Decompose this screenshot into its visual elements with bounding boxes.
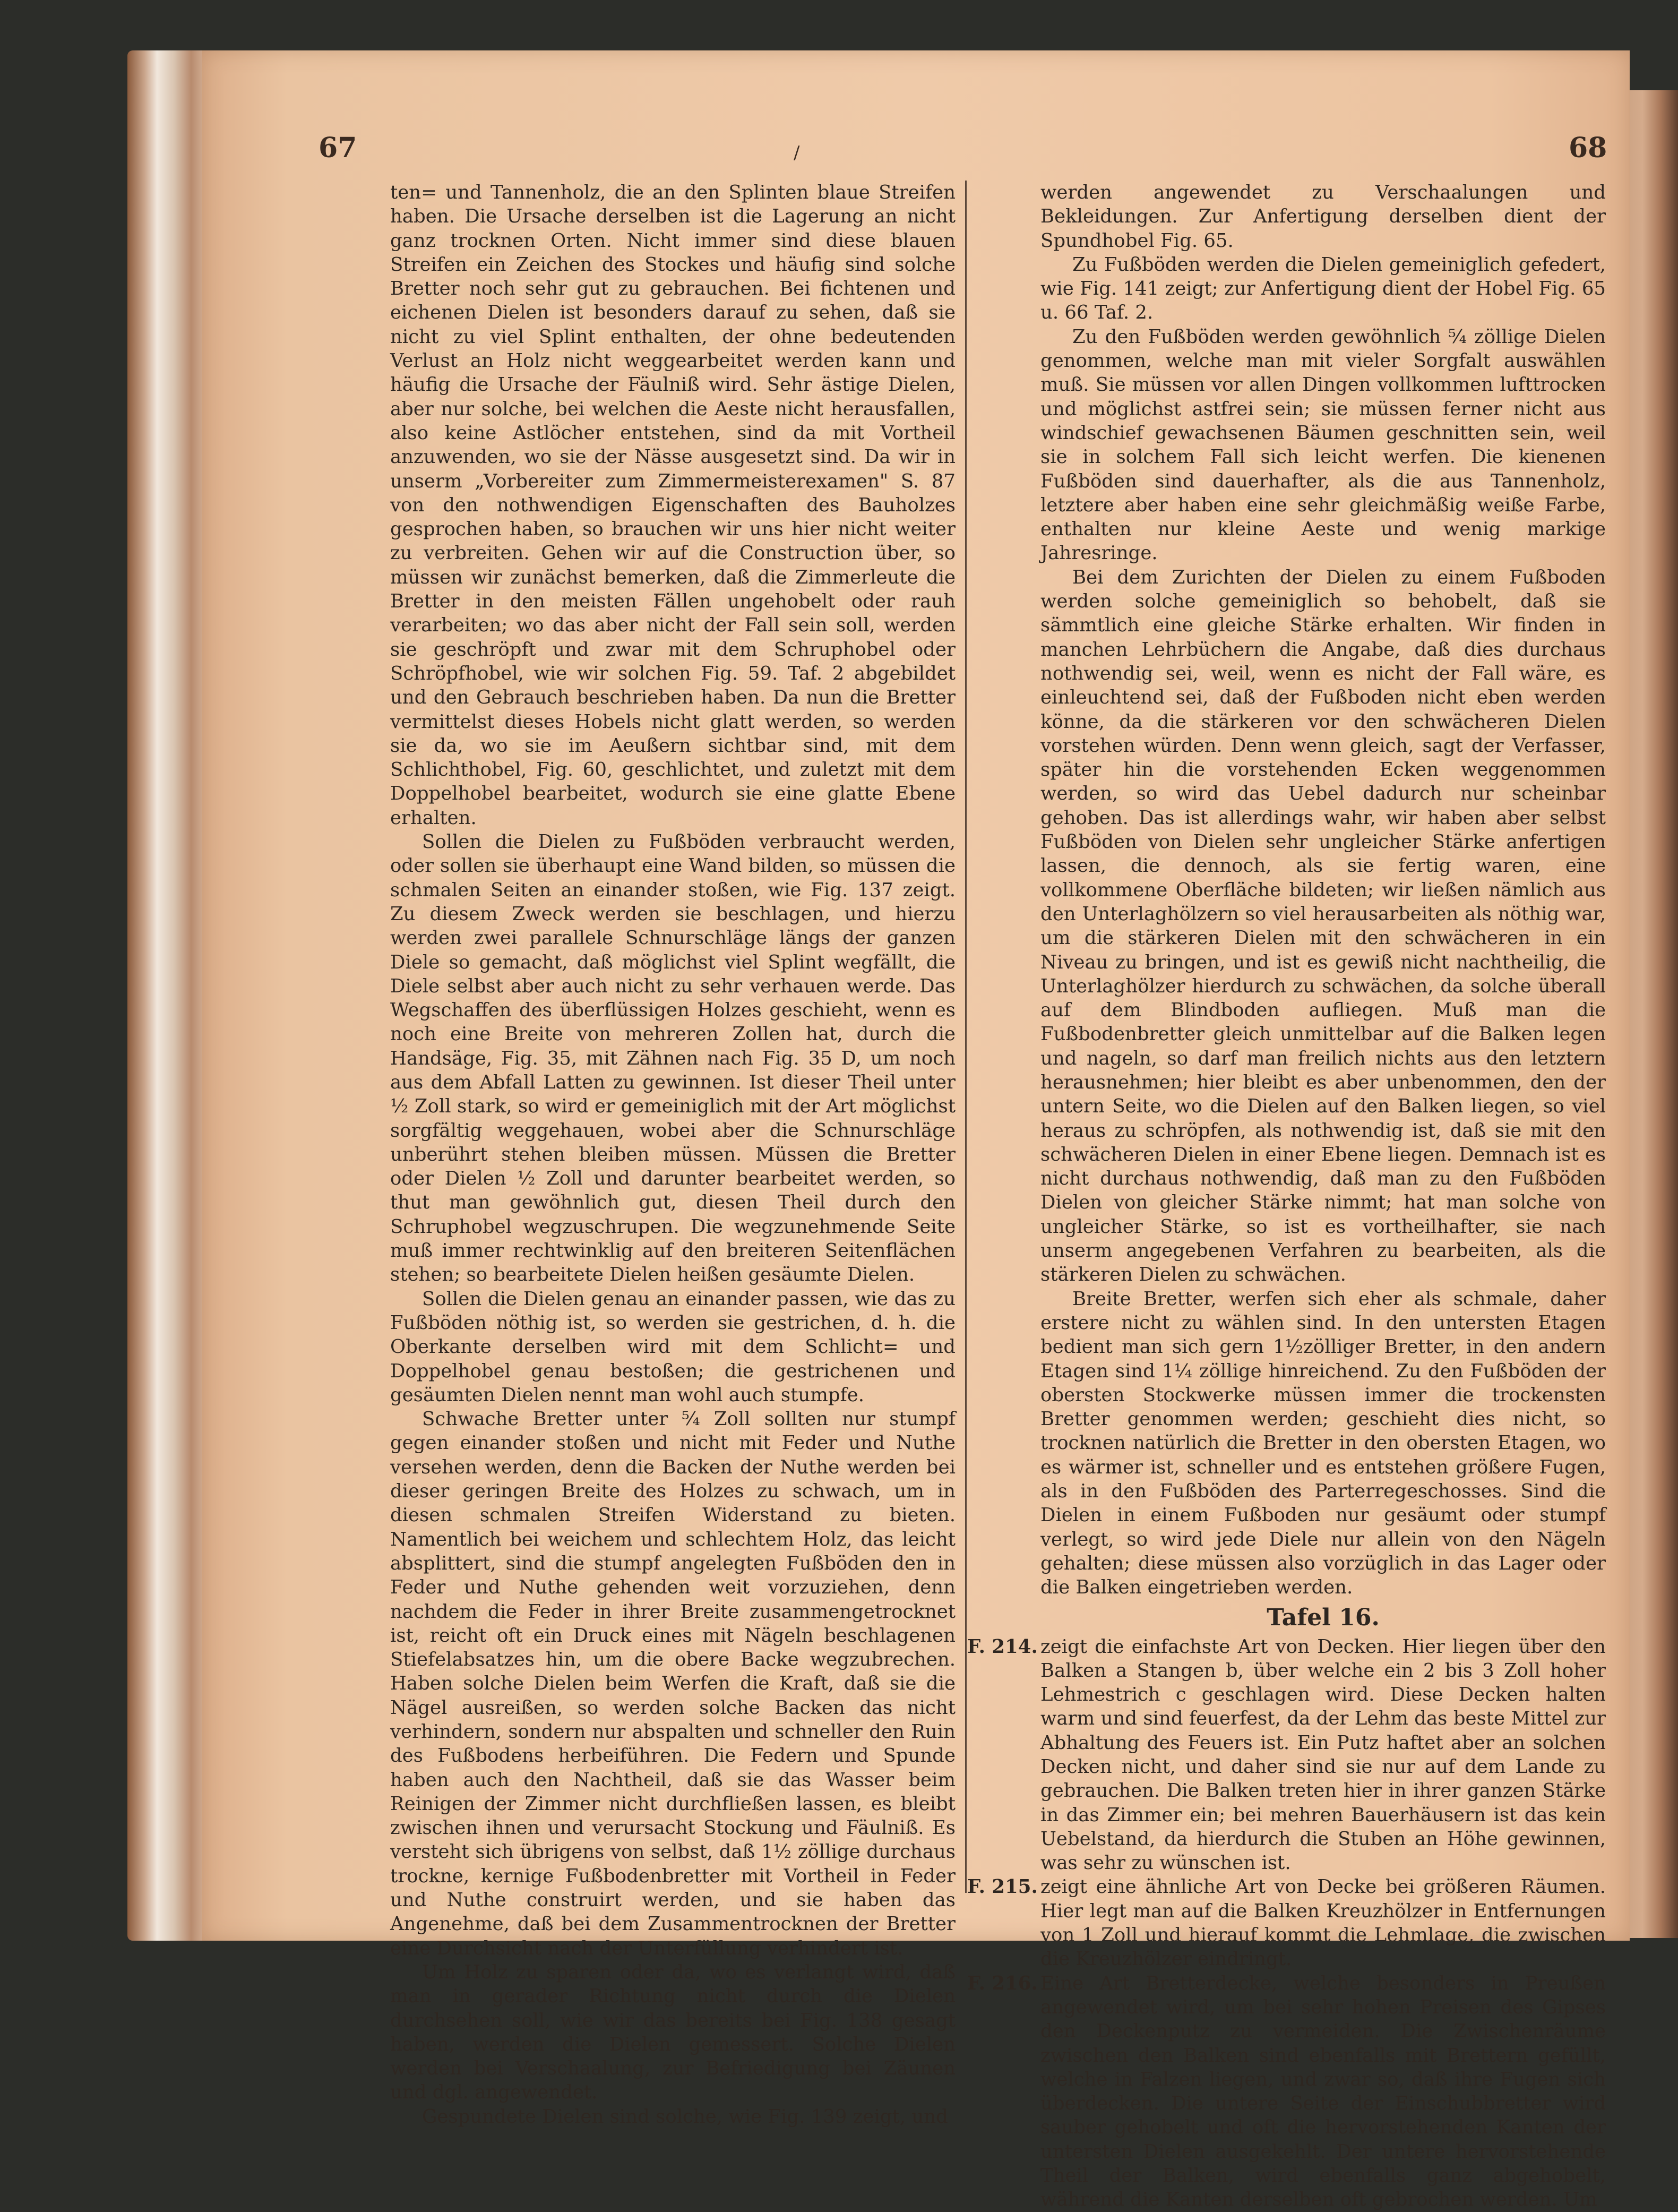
book-edge-left: [127, 50, 212, 1941]
paragraph: Sollen die Dielen zu Fußböden verbraucht werden, oder sollen sie überhaupt eine Wand bilden, so müssen die schmalen Seiten an einander stoßen, wie Fig. 137 zeigt. Zu diesem Zweck werden sie beschlagen, und hierzu werden zwei parallele Schnurschläge längs der ganzen Diele so gemacht, daß möglichst viel Splint wegfällt, die Diele selbst aber auch nicht zu sehr verhauen werde. Das Wegschaffen des überflüssigen Holzes geschieht, wenn es noch eine Breite von mehreren Zollen hat, durch die Handsäge, Fig. 35, mit Zähnen nach Fig. 35 D, um noch aus dem Abfall Latten zu gewinnen. Ist dieser Theil unter ½ Zoll stark, so wird er gemeiniglich mit der Art möglichst sorgfältig weggehauen, wobei aber die Schnurschläge unberührt stehen bleiben müssen. Müssen die Bretter oder Dielen ½ Zoll und darunter bearbeitet werden, so thut man gewöhnlich gut, diesen Theil durch den Schruphobel wegzuschrupen. Die wegzunehmende Seite muß immer rechtwinklig auf den breiteren Seitenflächen stehen; so bearbeitete Dielen heißen gesäumte Dielen.: [390, 831, 956, 1286]
figure-label: F. 215.: [967, 1876, 1038, 1898]
paragraph: ten= und Tannenholz, die an den Splinten blaue Streifen haben. Die Ursache derselben ist die Lagerung an nicht ganz trocknen Orten. Nicht immer sind diese blauen Streifen ein Zeichen des Stockes und häufig sind solche Bretter noch sehr gut zu gebrauchen. Bei fichtenen und eichenen Dielen ist besonders darauf zu sehen, daß sie nicht zu viel Splint enthalten, der ohne bedeutenden Verlust an Holz nicht weggearbeitet werden kann und häufig die Ursache der Fäulniß wird. Sehr ästige Dielen, aber nur solche, bei welchen die Aeste nicht herausfallen, also keine Astlöcher entstehen, sind da mit Vortheil anzuwenden, wo sie der Nässe ausgesetzt sind. Da wir in unserm „Vorbereiter zum Zimmermeisterexamen" S. 87 von den nothwendigen Eigenschaften des Bauholzes gesprochen haben, so brauchen wir uns hier nicht weiter zu verbreiten. Gehen wir auf die Construction über, so müssen wir zunächst bemerken, daß die Zimmerleute die Bretter in den meisten Fällen ungehobelt oder rauh verarbeiten; wo das aber nicht der Fall sein soll, werden sie geschröpft und zwar mit dem Schruphobel oder Schröpfhobel, wie wir solchen Fig. 59. Taf. 2 abgebildet und den Gebrauch beschrieben haben. Da nun die Bretter vermittelst dieses Hobels nicht glatt werden, so werden sie da, wo sie im Aeußern sichtbar sind, mit dem Schlichthobel, Fig. 60, geschlichtet, und zuletzt mit dem Doppelhobel bearbeitet, wodurch sie eine glatte Ebene erhalten.: [390, 182, 956, 829]
paragraph: Um Holz zu sparen oder da, wo es verlangt wird, daß man in gerader Richtung nicht durch die Dielen durchsehen soll, wie wir das bereits bei Fig. 138 gesagt haben, werden die Dielen gemessert. Solche Dielen werden bei Verschaalung, zur Befriedigung bei Zäunen und dgl. angewendet.: [390, 1961, 956, 2104]
page-number-right: 68: [1569, 132, 1607, 164]
left-column: [390, 181, 956, 2129]
page-number-left: 67: [319, 132, 357, 164]
figure-entry-text: zeigt die einfachste Art von Decken. Hier liegen über den Balken a Stangen b, über welche ein 2 bis 3 Zoll hoher Lehmestrich c geschlagen wird. Diese Decken halten warm und sind feuerfest, da der Lehm das beste Mittel zur Abhaltung des Feuers ist. Ein Putz haftet aber an solchen Decken nicht, und daher sind sie nur auf dem Lande zu gebrauchen. Die Balken treten hier in ihrer ganzen Stärke in das Zimmer ein; bei mehren Bauerhäusern ist das kein Uebelstand, da hierdurch die Stuben an Höhe gewinnen, was sehr zu wünschen ist.: [1040, 1635, 1606, 1874]
paragraph: Gespundete Dielen sind solche, wie Fig. 139 zeigt, und: [422, 2105, 948, 2128]
section-heading: Tafel 16.: [1267, 1604, 1380, 1631]
paragraph: Schwache Bretter unter ⁵⁄₄ Zoll sollten nur stumpf gegen einander stoßen und nicht mit Feder und Nuthe versehen werden, denn die Backen der Nuthe werden bei dieser geringen Breite des Holzes zu schwach, um in diesen schmalen Streifen Widerstand zu bieten. Namentlich bei weichem und schlechtem Holz, das leicht absplittert, sind die stumpf angelegten Fußböden den in Feder und Nuthe gehenden weit vorzuziehen, denn nachdem die Feder in ihrer Breite zusammengetrocknet ist, reicht oft ein Druck eines mit Nägeln beschlagenen Stiefelabsatzes hin, um die obere Backe wegzubrechen. Haben solche Dielen beim Werfen die Kraft, daß sie die Nägel ausreißen, so werden solche Backen das nicht verhindern, sondern nur abspalten und schneller den Ruin des Fußbodens herbeiführen. Die Federn und Spunde haben auch den Nachtheil, daß sie das Wasser beim Reinigen der Zimmer nicht durchfließen lassen, es bleibt zwischen ihnen und verursacht Stockung und Fäulniß. Es versteht sich übrigens von selbst, daß 1½ zöllige durchaus trockne, kernige Fußbodenbretter mit Vortheil in Feder und Nuthe construirt werden, und sie haben das Angenehme, daß bei dem Zusammentrocknen der Bretter eine Durchsicht nach der Unterfüllung verhindert ist.: [390, 1408, 956, 1959]
figure-entry: [967, 1971, 1606, 2212]
paragraph: Sollen die Dielen genau an einander passen, wie das zu Fußböden nöthig ist, so werden sie gestrichen, d. h. die Oberkante derselben wird mit dem Schlicht= und Doppelhobel genau bestoßen; die gestrichenen und gesäumten Dielen nennt man wohl auch stumpfe.: [390, 1288, 956, 1406]
paragraph: Zu Fußböden werden die Dielen gemeiniglich gefedert, wie Fig. 141 zeigt; zur Anfertigung dient der Hobel Fig. 65 u. 66 Taf. 2.: [1040, 253, 1606, 324]
paragraph: Breite Bretter, werfen sich eher als schmale, daher erstere nicht zu wählen sind. In den untersten Etagen bedient man sich gern 1½zölliger Bretter, in den andern Etagen sind 1¼ zöllige hinreichend. Zu den Fußböden der obersten Stockwerke müssen immer die trockensten Bretter genommen werden; geschieht dies nicht, so trocknen natürlich die Bretter in den obersten Etagen, wo es wärmer ist, schneller und es entstehen größere Fugen, als in den Fußböden des Parterregeschosses. Sind die Dielen in einem Fußboden nur gesäumt oder stumpf verlegt, so wird jede Diele nur allein von den Nägeln gehalten; diese müssen also vorzüglich in das Lager oder die Balken eingetrieben werden.: [1040, 1288, 1606, 1599]
figure-label: F. 214.: [967, 1635, 1038, 1658]
paragraph: Bei dem Zurichten der Dielen zu einem Fußboden werden solche gemeiniglich so behobelt, daß sie sämmtlich eine gleiche Stärke erhalten. Wir finden in manchen Lehrbüchern die Angabe, daß dies durchaus nothwendig sei, weil, wenn es nicht der Fall wäre, es einleuchtend sei, daß der Fußboden nicht eben werden könne, da die stärkeren vor den schwächeren Dielen vorstehen würden. Denn wenn gleich, sagt der Verfasser, später hin die vorstehenden Ecken weggenommen werden, so wird das Uebel dadurch nur scheinbar gehoben. Das ist allerdings wahr, wir haben aber selbst Fußböden von Dielen sehr ungleicher Stärke anfertigen lassen, die dennoch, als sie fertig waren, eine vollkommene Oberfläche bildeten; wir ließen nämlich aus den Unterlaghölzern so viel herausarbeiten als nöthig war, um die stärkeren Dielen mit den schwächeren in ein Niveau zu bringen, und ist es gewiß nicht nachtheilig, die Unterlaghölzer hierdurch zu schwächen, da solche überall auf dem Blindboden aufliegen. Muß man die Fußbodenbretter gleich unmittelbar auf die Balken legen und nageln, so darf man freilich nichts aus den letztern herausnehmen; hier bleibt es aber unbenommen, den der untern Seite, wo die Dielen auf den Balken liegen, so viel heraus zu schröpfen, als nothwendig ist, daß sie mit den schwächeren Dielen in einer Ebene liegen. Demnach ist es nicht durchaus nothwendig, daß man zu den Fußböden Dielen von gleicher Stärke nimmt; hat man solche von ungleicher Stärke, so ist es vortheilhafter, sie nach unserm angegebenen Verfahren zu bearbeiten, als die stärkeren Dielen zu schwächen.: [1040, 566, 1606, 1286]
pencil-mark: /: [794, 142, 800, 164]
figure-entry: [967, 1635, 1606, 1875]
figure-label: F. 216.: [967, 1972, 1038, 1994]
column-divider: [965, 181, 967, 1893]
right-column: [967, 181, 1606, 2212]
paragraph: Zu den Fußböden werden gewöhnlich ⁵⁄₄ zöllige Dielen genommen, welche man mit vieler Sorgfalt auswählen muß. Sie müssen vor allen Dingen vollkommen lufttrocken und möglichst astfrei sein; sie müssen ferner nicht aus windschief gewachsenen Bäumen geschnitten sein, weil sie in solchem Fall sich leicht werfen. Die kienenen Fußböden sind dauerhafter, als die aus Tannenholz, letztere aber haben eine sehr gleichmäßig weiße Farbe, enthalten nur kleine Aeste und wenig markige Jahresringe.: [1040, 325, 1606, 564]
figure-entry-text: Eine Art Bretterdecke, welche besonders in Preußen angewendet wird, um bei sehr hohen Preisen des Gipses den Deckenputz zu vermeiden. Die Zwischenräume zwischen den Balken sind ebenfalls mit Brettern gefüllt, welche in Falzen liegen, und zwar so, daß ihre Fugen sich überdecken. Die untere Seite der Einschubbretter wird sauber gehobelt und oft die hervorstehenden Kanten der untersten Dielen ausgekehlt. Der untere hervorstehende Theil der Balken, wird ebenfalls ganz abgehobelt, während die Kanten derselben oft gebrochen werden. Um: [1040, 1972, 1606, 2211]
figure-entry: [967, 1875, 1606, 1971]
figure-entry-text: zeigt eine ähnliche Art von Decke bei größeren Räumen. Hier legt man auf die Balken Kreuzhölzer in Entfernungen von 1 Zoll und hierauf kommt die Lehmlage, die zwischen die Kreuzhölzer eindringt.: [1040, 1876, 1606, 1970]
paragraph: werden angewendet zu Verschaalungen und Bekleidungen. Zur Anfertigung derselben dient der Spundhobel Fig. 65.: [1040, 182, 1606, 252]
